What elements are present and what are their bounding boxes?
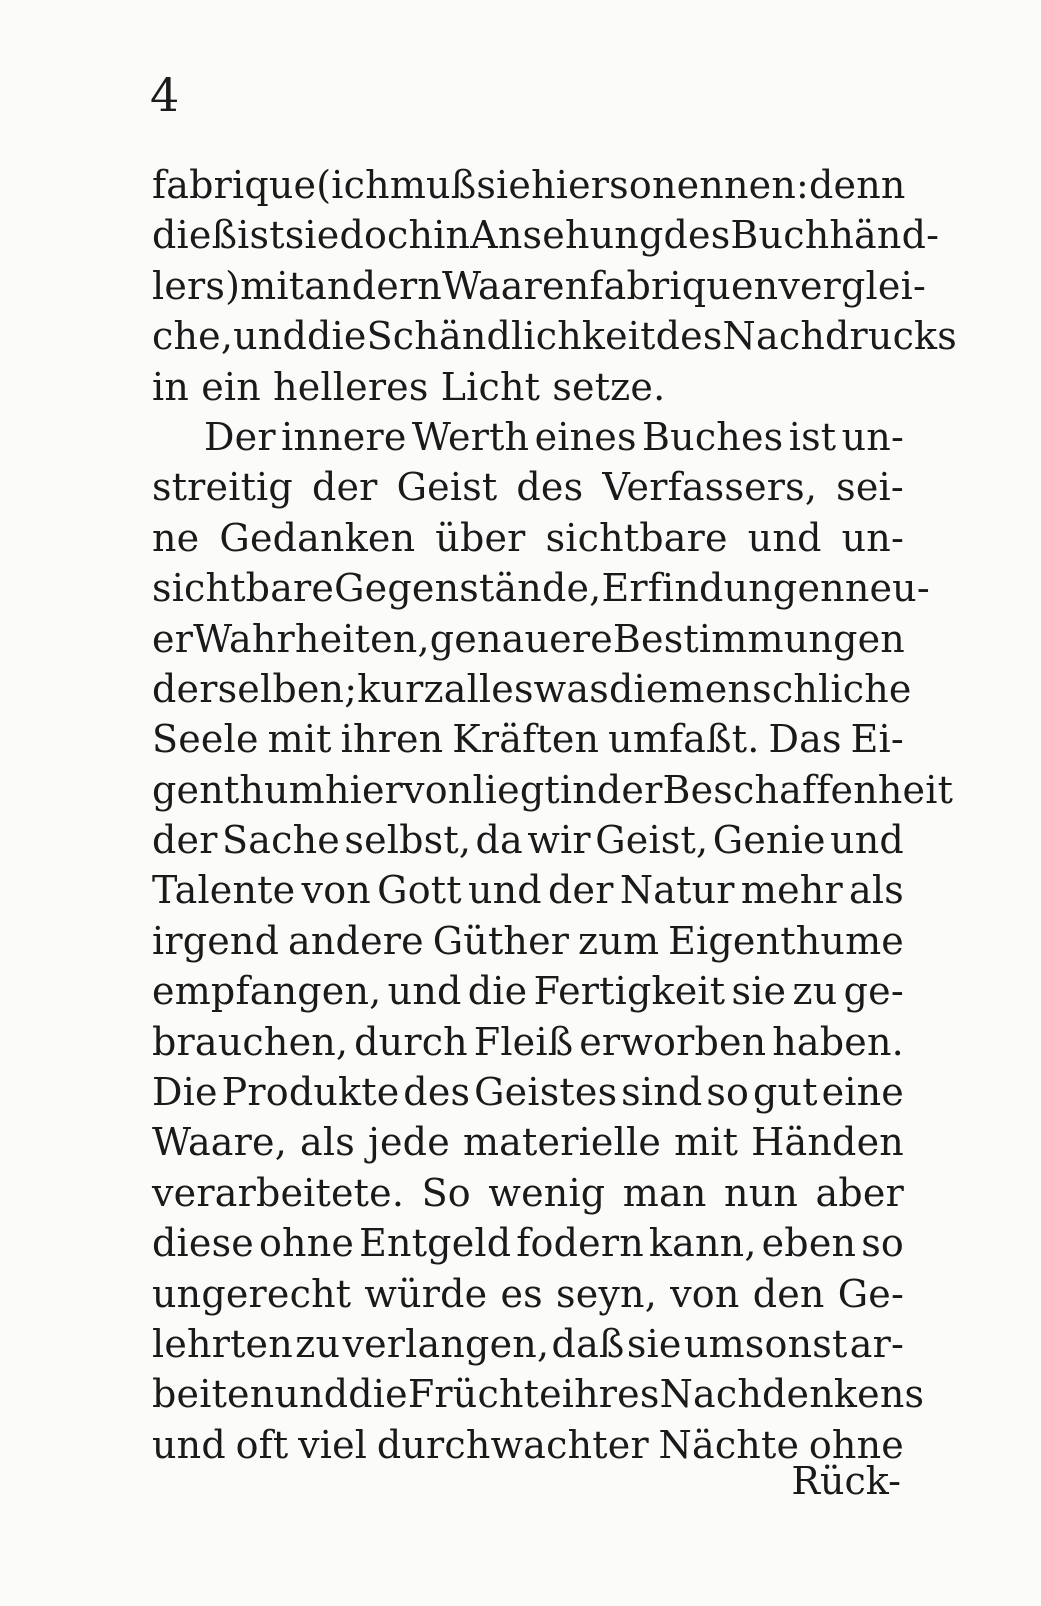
word: mehr (740, 868, 843, 913)
word: und (387, 969, 462, 1014)
word: ne (152, 515, 200, 560)
word: und (830, 818, 904, 863)
text-line (152, 261, 926, 311)
word: mit (240, 263, 305, 308)
word: Nächte (658, 1422, 800, 1467)
word: Werth (411, 414, 530, 459)
word: Nachdenkens (659, 1372, 925, 1417)
word: Fertigkeit (533, 969, 726, 1014)
word: Eigenthume (668, 918, 904, 963)
text-line (152, 916, 904, 966)
word: Licht (440, 364, 541, 409)
word: lers) (152, 263, 241, 308)
word: mit (267, 717, 332, 762)
word: Nachdrucks (722, 314, 957, 359)
text-line (152, 1017, 904, 1067)
word: der (548, 868, 614, 913)
word: so (706, 1070, 750, 1115)
word: diese (152, 1221, 254, 1266)
word: Sache (222, 818, 340, 863)
word: menschliche (668, 666, 912, 711)
word: man (622, 1170, 707, 1215)
text-line (152, 362, 904, 412)
word: würde (364, 1271, 488, 1316)
word: Gegenstände, (334, 566, 602, 611)
word: die (608, 666, 669, 711)
word: Ei- (850, 717, 904, 762)
text-line (152, 765, 954, 815)
page-number: 4 (150, 68, 180, 122)
word: sie (626, 1321, 682, 1366)
word: Waarenfabriquen (441, 263, 779, 308)
text-line (152, 1369, 925, 1419)
word: beiten (152, 1372, 275, 1417)
word: ihren (340, 717, 444, 762)
word: sie (731, 969, 787, 1014)
word: den (752, 1271, 825, 1316)
word: jede (368, 1120, 450, 1165)
text-line (152, 714, 904, 764)
word: Güther (432, 918, 570, 963)
word: gut (753, 1070, 818, 1115)
word: Ansehung (470, 213, 664, 258)
word: der (596, 767, 663, 812)
text-line (152, 1218, 904, 1268)
word: die (307, 314, 367, 359)
word: irgend (152, 918, 280, 963)
word: hiervon (324, 767, 473, 812)
word: sichtbare (545, 515, 728, 560)
word: andere (288, 918, 424, 963)
text-line (152, 1319, 904, 1369)
word: genthum (152, 767, 325, 812)
word: des (403, 1070, 471, 1115)
word: dieß (152, 213, 238, 258)
word: zu (295, 1321, 341, 1366)
word: Beschaffenheit (662, 767, 954, 812)
word: Bestimmungen (612, 616, 905, 661)
word: alles (443, 666, 534, 711)
word: Das (768, 717, 842, 762)
text-line (152, 1067, 904, 1117)
word: ge- (843, 969, 904, 1014)
word: umsonst (683, 1321, 848, 1366)
word: Ge- (837, 1271, 904, 1316)
word: Geist (396, 465, 498, 510)
text-line (152, 664, 912, 714)
word: Der (204, 414, 276, 459)
word: die (348, 1372, 408, 1417)
word: eine (821, 1070, 904, 1115)
word: wir (527, 818, 591, 863)
word: Produkte (221, 1070, 400, 1115)
word: kurz (357, 666, 444, 711)
word: Verfassers, (602, 465, 818, 510)
word: sie (476, 163, 532, 207)
word: durchwachter (376, 1422, 649, 1467)
word: fabrique (152, 163, 317, 207)
word: mit (674, 1120, 739, 1165)
word: des (516, 465, 584, 510)
word: Schändlichkeit (366, 314, 656, 359)
word: selbst, (344, 818, 472, 863)
word: und (467, 868, 542, 913)
word: es (500, 1271, 543, 1316)
text-line (152, 865, 904, 915)
word: nun (724, 1170, 799, 1215)
word: fodern (516, 1221, 644, 1266)
word: wenig (488, 1170, 606, 1215)
word: kann, (648, 1221, 757, 1266)
word: durch (354, 1019, 468, 1064)
word: da (475, 818, 523, 863)
word: seyn, (556, 1271, 658, 1316)
word: ar- (849, 1321, 904, 1366)
word: Buchhänd- (730, 213, 940, 258)
word: So (421, 1170, 471, 1215)
word: des (663, 213, 731, 258)
word: ist (788, 414, 837, 459)
word: viel (298, 1422, 368, 1467)
word: eben (761, 1221, 857, 1266)
word: che, (152, 314, 234, 359)
text-line (152, 966, 904, 1016)
word: aber (815, 1170, 904, 1215)
word: ist (237, 213, 285, 258)
word: in (152, 364, 190, 409)
word: als (300, 1120, 355, 1165)
word: streitig (152, 465, 293, 510)
word: (ich (316, 163, 390, 207)
word: Gedanken (219, 515, 416, 560)
word: zum (578, 918, 660, 963)
word: Natur (619, 868, 735, 913)
word: in (433, 213, 471, 258)
word: über (435, 515, 526, 560)
word: Geist, (595, 818, 709, 863)
word: verarbeitete. (152, 1170, 405, 1215)
word: Seele (152, 717, 259, 762)
word: Waare, (152, 1120, 287, 1165)
word: lehrten (152, 1321, 293, 1366)
word: ohne (808, 1422, 904, 1467)
text-line (152, 462, 904, 512)
word: empfangen, (152, 969, 382, 1014)
word: Buches (642, 414, 784, 459)
word: Geistes (474, 1070, 618, 1115)
word: neu- (844, 566, 930, 611)
text-line (152, 210, 940, 260)
word: in (559, 767, 597, 812)
word: was (533, 666, 609, 711)
word: un- (841, 414, 904, 459)
word: die (467, 969, 528, 1014)
word: un- (841, 515, 904, 560)
word: als (849, 868, 904, 913)
body-text (152, 160, 957, 1470)
word: von (670, 1271, 740, 1316)
word: Erfindungen (601, 566, 845, 611)
word: sichtbare (152, 566, 335, 611)
word: hier (531, 163, 610, 207)
word: von (301, 868, 371, 913)
word: erworben (579, 1019, 767, 1064)
word: doch (339, 213, 434, 258)
word: er (152, 616, 194, 661)
word: und (274, 1372, 349, 1417)
word: und (747, 515, 822, 560)
word: sind (621, 1070, 703, 1115)
word: verlangen, (342, 1321, 550, 1366)
word: Die (152, 1070, 218, 1115)
word: so (609, 163, 652, 207)
word: daß (551, 1321, 625, 1366)
text-line (152, 1269, 904, 1319)
text-line (152, 160, 904, 210)
word: liegt (472, 767, 560, 812)
word: Genie (712, 818, 826, 863)
word: so (861, 1221, 904, 1266)
word: umfaßt. (608, 717, 760, 762)
word: Gott (377, 868, 462, 913)
word: verglei- (778, 263, 926, 308)
text-line (152, 815, 904, 865)
word: materielle (462, 1120, 662, 1165)
word: helleres (273, 364, 429, 409)
word: Händen (751, 1120, 904, 1165)
word: und (233, 314, 307, 359)
word: Fleiß (473, 1019, 574, 1064)
word: innere (281, 414, 407, 459)
word: sei- (836, 465, 904, 510)
word: denn (809, 163, 906, 207)
text-line (152, 614, 904, 664)
word: der (311, 465, 378, 510)
word: der (152, 818, 218, 863)
word: und (152, 1422, 226, 1467)
word: ihres (561, 1372, 660, 1417)
text-line (152, 412, 904, 462)
word: Früchte (407, 1372, 562, 1417)
word: Wahrheiten, (193, 616, 430, 661)
word: zu (792, 969, 838, 1014)
word: ungerecht (152, 1271, 352, 1316)
word: Talente (152, 868, 296, 913)
word: des (655, 314, 723, 359)
word: nennen: (651, 163, 810, 207)
text-line (152, 1168, 904, 1218)
word: brauchen, (152, 1019, 349, 1064)
word: andern (304, 263, 442, 308)
word: ein (201, 364, 261, 409)
word: oft (235, 1422, 289, 1467)
word: Kräften (452, 717, 600, 762)
text-line (152, 563, 930, 613)
catchword: Rück- (791, 1459, 901, 1503)
text-line (152, 1117, 904, 1167)
word: muß (389, 163, 477, 207)
word: sie (284, 213, 340, 258)
word: ohne (258, 1221, 355, 1266)
word: eines (534, 414, 637, 459)
text-line (152, 513, 904, 563)
word: genauere (429, 616, 613, 661)
word: setze. (552, 364, 666, 409)
text-line (152, 311, 957, 361)
word: derselben; (152, 666, 358, 711)
word: Entgeld (359, 1221, 512, 1266)
word: haben. (772, 1019, 904, 1064)
